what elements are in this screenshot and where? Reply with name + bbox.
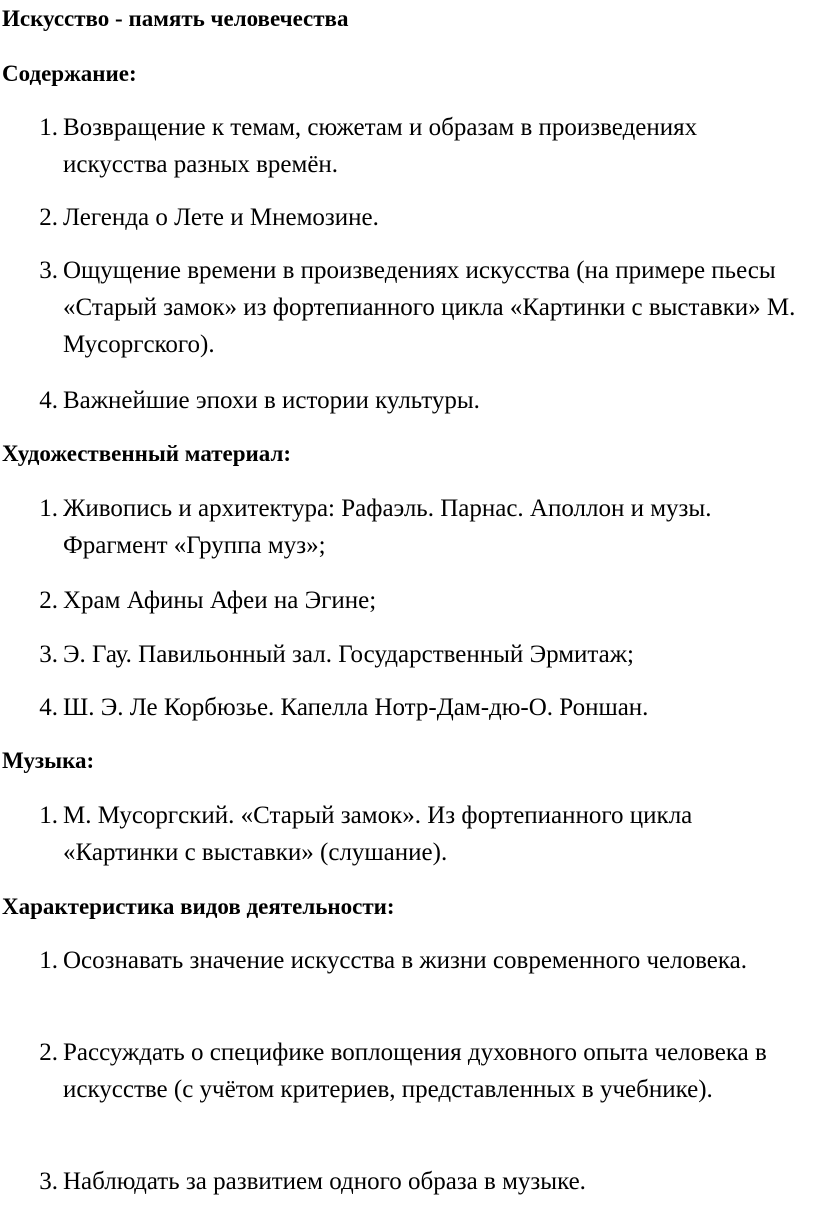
list-item: [28, 942, 798, 979]
list-item-number: 3.: [39, 641, 58, 668]
list-item-text: Наблюдать за развитием одного образа в музыке.: [63, 1168, 586, 1195]
list-item-text: Рассуждать о специфике воплощения духовного опыта человека в искусстве (с учётом критериев, представленных в учебнике).: [63, 1039, 767, 1103]
list-item-text: Важнейшие эпохи в истории культуры.: [63, 387, 480, 414]
list-item-text: М. Мусоргский. «Старый замок». Из фортепианного цикла «Картинки с выставки» (слушание).: [63, 802, 693, 866]
list-item-text: Возвращение к темам, сюжетам и образам в произведениях искусства разных времён.: [63, 114, 698, 178]
list-item-number: 2.: [39, 587, 58, 614]
section-heading-activities: Характеристика видов деятельности:: [2, 894, 395, 919]
list-item-number: 1.: [39, 495, 58, 522]
list-item-number: 1.: [39, 947, 58, 974]
list-item-number: 4.: [39, 694, 58, 721]
list-item-number: 3.: [39, 257, 58, 284]
list-item-number: 2.: [39, 204, 58, 231]
list-item: [28, 199, 798, 236]
list-item: [28, 1163, 798, 1200]
list-item-text: Осознавать значение искусства в жизни современного человека.: [63, 947, 747, 974]
list-item: [28, 252, 798, 363]
list-item-text: Э. Гау. Павильонный зал. Государственный Эрмитаж;: [63, 641, 634, 668]
document-title: Искусство - память человечества: [2, 6, 349, 31]
list-item: [28, 109, 798, 183]
section-heading-content: Содержание:: [2, 61, 137, 86]
list-item-number: 4.: [39, 387, 58, 414]
list-item-number: 3.: [39, 1168, 58, 1195]
list-item-text: Ш. Э. Ле Корбюзье. Капелла Нотр-Дам-дю-О. Роншан.: [63, 694, 649, 721]
list-item: [28, 582, 798, 619]
list-item: [28, 490, 798, 564]
list-item: [28, 797, 798, 871]
section-heading-music: Музыка:: [2, 748, 95, 773]
list-item-number: 1.: [39, 114, 58, 141]
list-item-text: Легенда о Лете и Мнемозине.: [63, 204, 379, 231]
list-item: [28, 636, 798, 673]
list-item-text: Живопись и архитектура: Рафаэль. Парнас. Аполлон и музы. Фрагмент «Группа муз»;: [63, 495, 712, 559]
list-item-number: 2.: [39, 1039, 58, 1066]
section-heading-art-material: Художественный материал:: [2, 441, 292, 466]
list-item-text: Ощущение времени в произведениях искусства (на примере пьесы «Старый замок» из фортепианного цикла «Картинки с выставки» М. Мусоргского).: [63, 257, 796, 358]
list-item-number: 1.: [39, 802, 58, 829]
list-item: [28, 382, 798, 419]
list-item: [28, 1034, 798, 1108]
list-item-text: Храм Афины Афеи на Эгине;: [63, 587, 377, 614]
list-item: [28, 689, 798, 726]
